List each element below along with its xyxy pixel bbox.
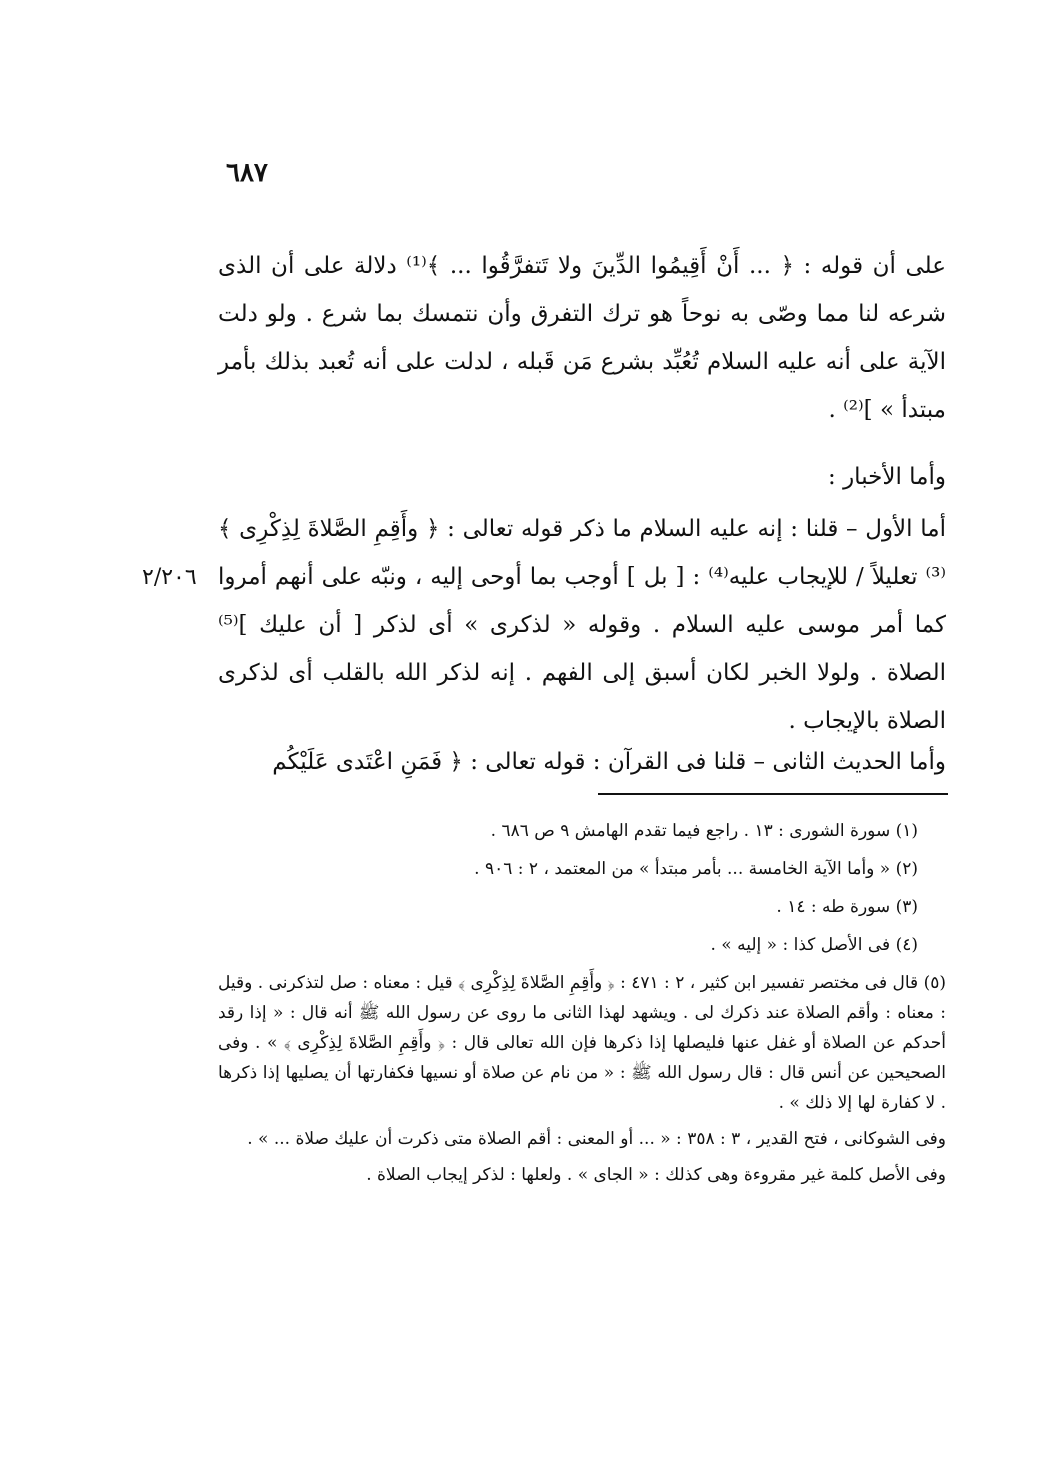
footnotes-section <box>218 812 946 1190</box>
footnote-4: (٤) فى الأصل كذا : « إليه » . <box>710 935 918 955</box>
footnote-2: (٢) « وأما الآية الخامسة ... بأمر مبتدأ » من المعتمد ، ٢ : ٩٠٦ . <box>474 859 918 879</box>
footnote-1: (١) سورة الشورى : ١٣ . راجع فيما تقدم الهامش ٩ ص ٦٨٦ . <box>490 821 918 841</box>
footnote-5-paragraph-2: وفى الشوكانى ، فتح القدير ، ٣ : ٣٥٨ : « ... أو المعنى : أقم الصلاة متى ذكرت أن عليك صلاة ... » . <box>247 1129 946 1149</box>
footnote-5-paragraph-3: وفى الأصل كلمة غير مقروءة وهى كذلك : « الجاى » . ولعلها : لذكر إيجاب الصلاة . <box>366 1165 946 1185</box>
paragraph-2: أما الأول – قلنا : إنه عليه السلام ما ذكر قوله تعالى : ﴿ وأَقِمِ الصَّلاةَ لِذِكْرِى ﴾⁽³⁾ تعليلاً / للإيجاب عليه⁽⁴⁾ : [ بل ] أوجب بما أوحى إليه ، ونبّه على أنهم أمروا كما أمر موسى عليه السلام . وقوله « لذكرى » أى لذكر [ أن عليك ]⁽⁵⁾ الصلاة . ولولا الخبر لكان أسبق إلى الفهم . إنه لذكر الله بالقلب أى لذكرى الصلاة بالإيجاب . <box>218 516 946 734</box>
page-number: ٦٨٧ <box>226 158 268 188</box>
footnote-3: (٣) سورة طه : ١٤ . <box>776 897 918 917</box>
paragraph-1: على أن قوله : ﴿ ... أَنْ أَقِيمُوا الدِّينَ ولا تَتفرَّقُوا ... ﴾⁽¹⁾ دلالة على أن الذى شرعه لنا مما وصّى به نوحاً هو ترك التفرق وأن نتمسك بما شرع . ولو دلت الآية على أنه عليه السلام تُعُبِّد بشرع مَن قَبله ، لدلت على أنه تُعبد بذلك بأمر مبتدأ » ]⁽²⁾ . <box>218 253 946 423</box>
heading-akhbar: وأما الأخبار : <box>828 464 946 490</box>
margin-manuscript-reference: ٢/٢٠٦ <box>142 565 197 590</box>
footnote-5: (٥) قال فى مختصر تفسير ابن كثير ، ٢ : ٤٧١ : ﴿ وأَقِمِ الصَّلاةَ لِذِكْرِى ﴾ قيل : معناه : صل لتذكرنى . وقيل : معناه : وأقم الصلاة عند ذكرك لى . ويشهد لهذا الثانى ما روى عن رسول الله ﷺ أنه قال : « إذا رقد أحدكم عن الصلاة أو غفل عنها فليصلها إذا ذكرها فإن الله تعالى قال : ﴿ وأَقِمِ الصَّلاةَ لِذِكْرِى ﴾ » . وفى الصحيحين عن أنس قال : قال رسول الله ﷺ : « من نام عن صلاة أو نسيها فكفارتها أن يصليها إذا ذكرها . لا كفارة لها إلا ذلك » . <box>218 973 946 1113</box>
footnote-separator-rule <box>598 793 948 795</box>
paragraph-3: وأما الحديث الثانى – قلنا فى القرآن : قوله تعالى : ﴿ فَمَنِ اعْتَدى عَلَيْكُم <box>272 749 946 775</box>
main-text-block <box>218 242 946 434</box>
main-text-block <box>218 738 946 786</box>
main-text-block <box>218 453 946 501</box>
main-text-block <box>218 505 946 745</box>
